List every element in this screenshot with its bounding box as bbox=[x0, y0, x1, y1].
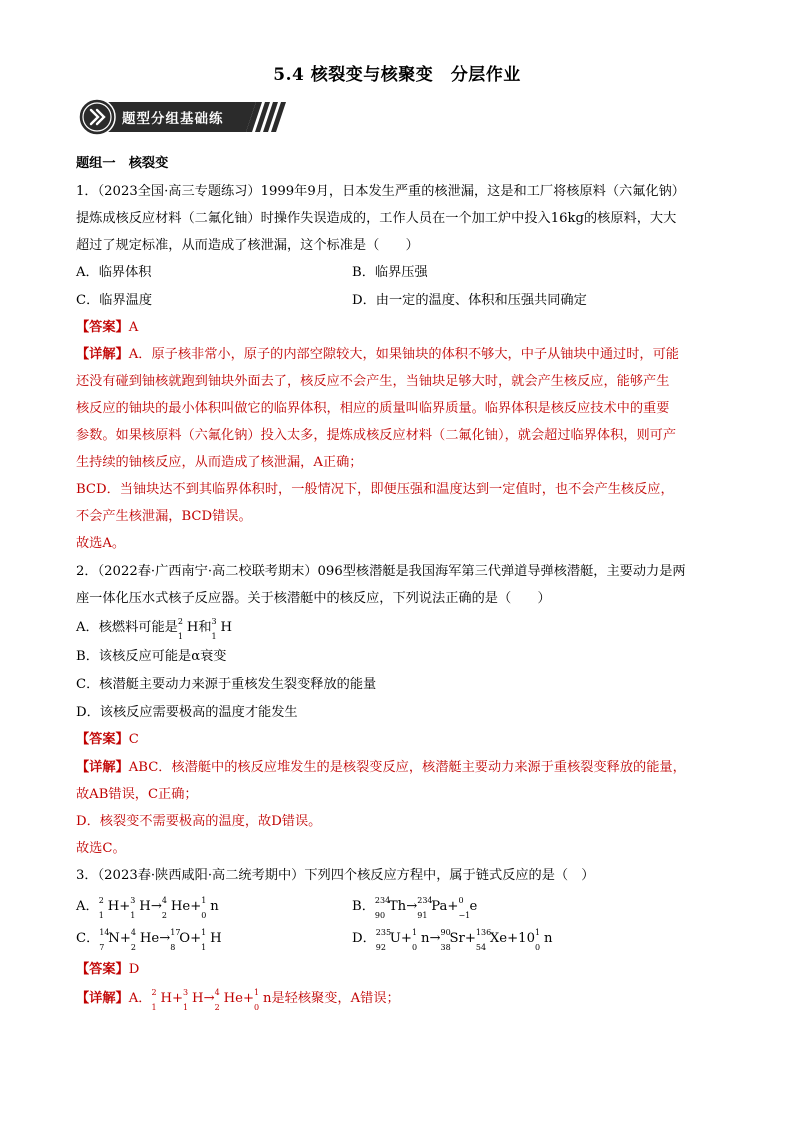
group-heading: 题组一 核裂变 bbox=[76, 156, 169, 171]
q1-line-2: 提炼成核反应材料（二氟化铀）时操作失误造成的，工作人员在一个加工炉中投入16kg的核原料，大大 bbox=[76, 211, 677, 226]
q2-option-a: A．核燃料可能是 2 1 H和 3 1 H bbox=[76, 617, 233, 641]
q1-detail-7: 不会产生核泄漏，BCD错误。 bbox=[76, 509, 252, 524]
q1-detail-1: 【详解】A．原子核非常小，原子的内部空隙较大，如果铀块的体积不够大，中子从铀块中通过时，可能 bbox=[76, 347, 679, 362]
q3-option-a: A． 2 1 H+ 3 1 H→ 4 2 He+ 1 0 n bbox=[76, 896, 219, 920]
q3-line-1: 3．（2023春·陕西咸阳·高二统考期中）下列四个核反应方程中，属于链式反应的是（ ） bbox=[76, 868, 595, 883]
q1-detail-2: 还没有碰到铀核就跑到铀块外面去了，核反应不会产生，当铀块足够大时，就会产生核反应，能够产生 bbox=[76, 374, 670, 389]
q2-option-c: C．核潜艇主要动力来源于重核发生裂变释放的能量 bbox=[76, 677, 377, 692]
q1-option-d: D．由一定的温度、体积和压强共同确定 bbox=[352, 293, 587, 308]
q2-option-d: D．该核反应需要极高的温度才能发生 bbox=[76, 705, 298, 720]
q1-detail-3: 核反应的铀块的最小体积叫做它的临界体积，相应的质量叫临界质量。临界体积是核反应技术中的重要 bbox=[76, 401, 670, 416]
section-banner bbox=[78, 98, 286, 136]
q2-line-1: 2．（2022春·广西南宁·高二校联考期末）096型核潜艇是我国海军第三代弹道导弹核潜艇，主要动力是两 bbox=[76, 564, 686, 579]
q2-conclusion: 故选C。 bbox=[76, 841, 126, 856]
q1-line-3: 超过了规定标准，从而造成了核泄漏，这个标准是（ ） bbox=[76, 238, 419, 253]
q1-option-b: B．临界压强 bbox=[352, 265, 428, 280]
q2-line-2: 座一体化压水式核子反应器。关于核潜艇中的核反应，下列说法正确的是（ ） bbox=[76, 591, 551, 606]
q1-line-1: 1．（2023全国·高三专题练习）1999年9月，日本发生严重的核泄漏，这是和工厂将核原料（六氟化钠） bbox=[76, 184, 685, 199]
q1-option-a: A．临界体积 bbox=[76, 265, 152, 280]
q2-detail-2: 故AB错误，C正确； bbox=[76, 787, 198, 802]
q1-detail-6: BCD．当铀块达不到其临界体积时，一般情况下，即便压强和温度达到一定值时，也不会产生核反应， bbox=[76, 482, 674, 497]
banner-label: 题型分组基础练 bbox=[122, 111, 224, 127]
q2-answer: 【答案】C bbox=[76, 732, 139, 747]
q3-option-b: B． 234 90 Th→ 234 91 Pa+ 0 −1 e bbox=[352, 896, 478, 920]
q1-conclusion: 故选A。 bbox=[76, 536, 126, 551]
q2-detail-1: 【详解】ABC．核潜艇中的核反应堆发生的是核裂变反应，核潜艇主要动力来源于重核裂变释放的能量， bbox=[76, 760, 686, 775]
q1-answer: 【答案】A bbox=[76, 320, 139, 335]
q1-option-c: C．临界温度 bbox=[76, 293, 153, 308]
q1-detail-4: 参数。如果核原料（六氟化钠）投入太多，提炼成核反应材料（二氟化铀），就会超过临界体积，则可产 bbox=[76, 428, 677, 443]
q1-detail-5: 生持续的铀核反应，从而造成了核泄漏，A正确； bbox=[76, 455, 363, 470]
q3-option-c: C． 14 7 N+ 4 2 He→ 17 8 O+ 1 1 H bbox=[76, 928, 222, 952]
q2-detail-3: D．核裂变不需要极高的温度，故D错误。 bbox=[76, 814, 322, 829]
page-title: 5.4 核裂变与核聚变 分层作业 bbox=[273, 65, 521, 85]
q2-option-b: B．该核反应可能是α衰变 bbox=[76, 649, 227, 664]
q3-option-d: D． 235 92 U+ 1 0 n→ 90 38 Sr+ 136 54 Xe+10 1 0 n bbox=[352, 928, 553, 952]
q3-answer: 【答案】D bbox=[76, 962, 140, 977]
q3-detail-1: 【详解】A． 2 1 H+ 3 1 H→ 4 2 He+ 1 0 n是轻核聚变，A错误； bbox=[76, 988, 400, 1012]
